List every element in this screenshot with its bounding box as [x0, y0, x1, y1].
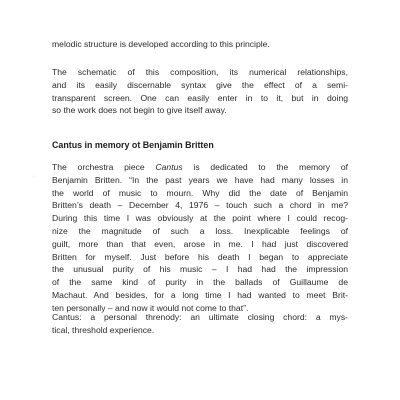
britten-line-first: [52, 161, 348, 174]
britten-text-before: The orchestra piece: [52, 162, 156, 172]
work-title: Cantus: [155, 162, 183, 172]
britten-line: Britten’s death – December 4, 1976 – touch such a chord in me?: [52, 200, 348, 211]
britten-line: nize the magnitude of such a loss. Inexplicable feelings of: [52, 225, 348, 236]
britten-text-after: is dedicated to the memory of: [182, 162, 348, 172]
intro-line: melodic structure is developed according to this principle.: [52, 39, 270, 49]
britten-line: the unusual purity of his music – I had had the impression: [52, 264, 348, 275]
cantus-paragraph: [52, 311, 348, 337]
cantus-line: Cantus: a personal threnody: an ultimate closing chord: a mys-: [52, 312, 348, 322]
schematic-paragraph: [52, 66, 348, 117]
section-heading: Cantus in memory ot Benjamin Britten: [52, 140, 214, 150]
schematic-line: The schematic of this composition, its numerical relationships,: [52, 67, 348, 77]
britten-line: Britten for myself. Just before his death I began to appreciate: [52, 251, 348, 262]
britten-line: guilt, more than that even, arose in me. I had just discovered: [52, 238, 348, 249]
britten-line: the world of music to mourn. Why did the date of Benjamin: [52, 187, 348, 198]
britten-line: ten personally – and now it would not come to that”.: [52, 302, 249, 313]
schematic-line: transparent screen. One can easily enter in to it, but in doing: [52, 92, 348, 103]
britten-paragraph: [52, 161, 348, 315]
britten-line: Machaut. And besides, for a long time I had wanted to meet Brit-: [52, 289, 348, 300]
margin-mark: ′: [33, 176, 35, 182]
intro-paragraph: [52, 38, 348, 51]
schematic-line: and its easily discernable syntax give the effect of a semi-: [52, 79, 348, 90]
cantus-line: tical, threshold experience.: [52, 324, 155, 335]
britten-line: Benjamin Britten. “In the past years we have had many losses in: [52, 174, 348, 185]
schematic-line: so the work does not begin to give itself away.: [52, 105, 227, 116]
britten-line: During this time I was obviously at the point where I could recog-: [52, 213, 348, 224]
britten-line: of the same kind of purity in the ballads of Guillaume de: [52, 277, 348, 288]
